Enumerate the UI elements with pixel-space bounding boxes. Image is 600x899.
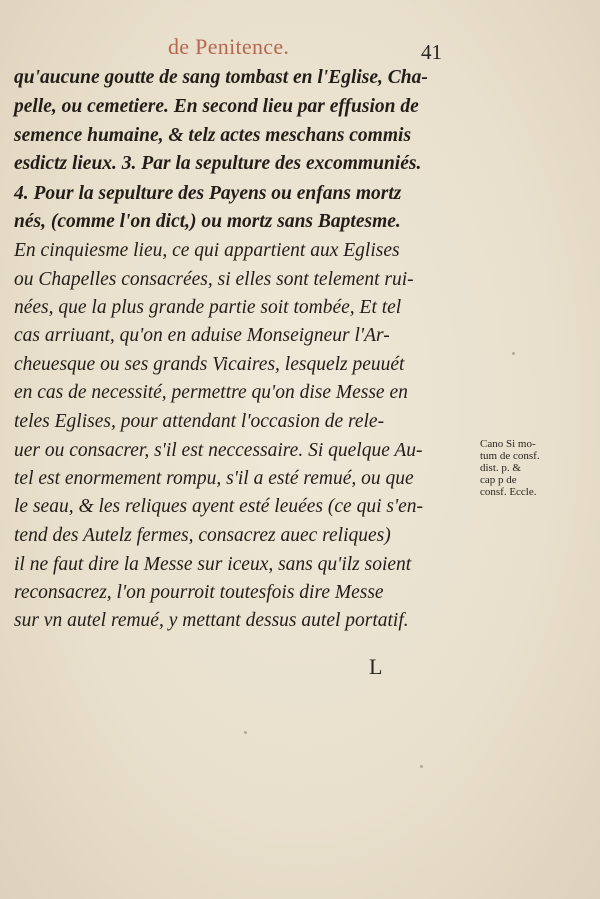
text-line: esdictz lieux. 3. Par la sepulture des excommuniés. bbox=[14, 153, 422, 174]
text-line: En cinquiesme lieu, ce qui appartient aux Eglises bbox=[14, 240, 400, 261]
text-line: ou Chapelles consacrées, si elles sont telement rui- bbox=[14, 269, 414, 290]
running-head: de Penitence. bbox=[168, 34, 290, 59]
text-line: en cas de necessité, permettre qu'on dise Messe en bbox=[14, 382, 408, 403]
margin-note-line: dist. p. & bbox=[480, 462, 521, 474]
paper-speck bbox=[420, 765, 423, 768]
margin-note-line: tum de consf. bbox=[480, 450, 540, 462]
paper-speck bbox=[244, 731, 247, 734]
text-line: sur vn autel remué, y mettant dessus autel portatif. bbox=[14, 610, 409, 631]
page-number: 41 bbox=[421, 40, 442, 64]
text-line: reconsacrez, l'on pourroit toutesfois dire Messe bbox=[14, 582, 384, 603]
text-line: nés, (comme l'on dict,) ou mortz sans Baptesme. bbox=[14, 211, 401, 232]
text-line: tel est enormement rompu, s'il a esté remué, ou que bbox=[14, 468, 414, 489]
text-line: uer ou consacrer, s'il est neccessaire. Si quelque Au- bbox=[14, 440, 423, 461]
text-line: tend des Autelz fermes, consacrez auec reliques) bbox=[14, 525, 391, 546]
text-line: qu'aucune goutte de sang tombast en l'Eglise, Cha- bbox=[14, 67, 428, 88]
text-line: teles Eglises, pour attendant l'occasion de rele- bbox=[14, 411, 385, 432]
margin-note-line: Cano Si mo- bbox=[480, 438, 536, 450]
text-line: nées, que la plus grande partie soit tombée, Et tel bbox=[14, 297, 402, 318]
text-line: semence humaine, & telz actes meschans commis bbox=[14, 125, 412, 146]
text-line: 4. Pour la sepulture des Payens ou enfans mortz bbox=[14, 183, 402, 204]
margin-note-line: cap p de bbox=[480, 474, 517, 486]
paper-speck bbox=[512, 352, 515, 355]
signature-mark: L bbox=[369, 654, 383, 679]
margin-note-line: consf. Eccle. bbox=[480, 486, 537, 498]
text-line: le seau, & les reliques ayent esté leuées (ce qui s'en- bbox=[14, 496, 424, 517]
text-line: il ne faut dire la Messe sur iceux, sans qu'ilz soient bbox=[14, 554, 412, 575]
text-line: pelle, ou cemetiere. En second lieu par effusion de bbox=[14, 96, 419, 117]
text-line: cheuesque ou ses grands Vicaires, lesquelz peuuét bbox=[14, 354, 405, 375]
margin-note bbox=[480, 438, 540, 498]
text-line: cas arriuant, qu'on en aduise Monseigneur l'Ar- bbox=[14, 325, 390, 346]
